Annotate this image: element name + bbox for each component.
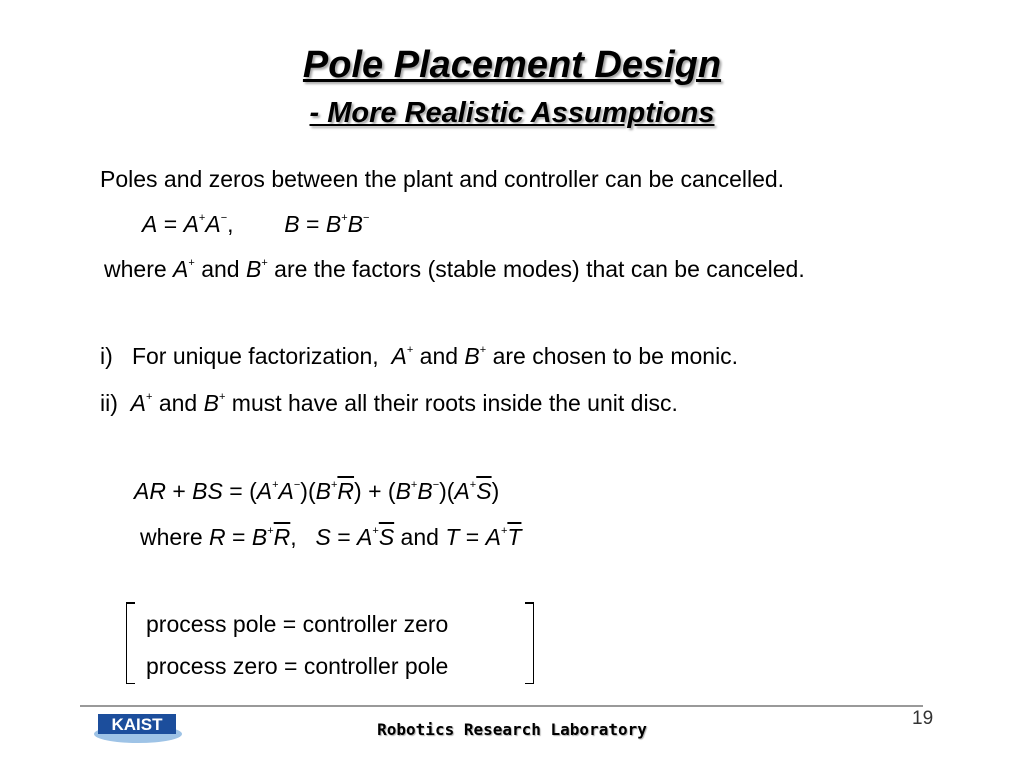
item-i-suffix: are chosen to be monic. [492,343,739,369]
and-word-2: and [400,524,439,550]
matrix-row-2: process zero = controller pole [146,653,449,679]
item-i: i) For unique factorization, A+ and B+ are chosen to be monic. [100,343,739,369]
item-i-label: i) [100,343,113,369]
where-line: where A+ and B+ are the factors (stable modes) that can be canceled. [104,256,805,282]
svg-text:KAIST: KAIST [111,715,163,734]
diophantine-equation: AR + BS = $(A^+A^-)(B^+\overline{R}) + (B^+B^-)(A^+\overline{S})$ [134,478,500,504]
and-word: and [201,256,240,282]
footer-divider [80,705,923,707]
intro-text: Poles and zeros between the plant and controller can be cancelled. [100,166,785,192]
matrix-row-1: process pole = controller zero [146,611,449,637]
item-ii: ii) A+ and B+ must have all their roots inside the unit disc. [100,390,678,416]
item-ii-suffix: must have all their roots inside the unit disc. [231,390,678,416]
stable-modes-text: are the factors (stable modes) that can be canceled. [274,256,805,282]
item-ii-and: and [158,390,198,416]
footer-lab-name: Robotics Research Laboratory [377,720,647,739]
page-number: 19 [912,708,934,729]
factorization-equation: A = A+A−, B = B+B− [142,211,370,237]
item-ii-label: ii) [100,390,118,416]
item-i-and: and [419,343,459,369]
item-i-prefix: For unique factorization, [131,343,379,369]
where-word-2: where [140,524,203,550]
definitions-line: where $R = B^+\overline{R}$, $S = A^+\overline{S}$ and $T = A^+\overline{T}$ [140,524,522,550]
slide-title: Pole Placement Design [302,44,722,86]
slide-subtitle: - More Realistic Assumptions [309,97,715,129]
where-word: where [104,256,167,282]
